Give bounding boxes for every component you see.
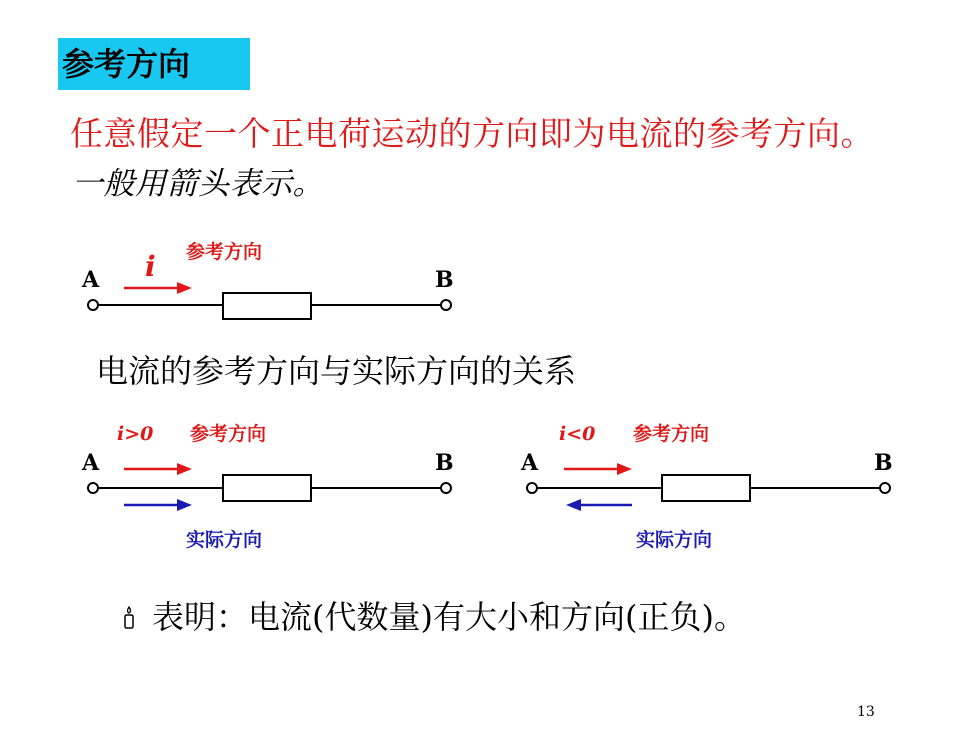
reference-direction-label: 参考方向 [633,423,710,445]
definition-text: 任意假定一个正电荷运动的方向即为电流的参考方向。 [70,114,874,153]
current-symbol: i [145,250,156,283]
terminal-b [880,483,890,493]
resistor [662,475,750,501]
actual-arrow-head [566,499,581,511]
actual-direction-label: 实际方向 [186,529,263,551]
actual-direction-label: 实际方向 [636,529,713,551]
candle-icon [122,606,136,630]
reference-direction-label: 参考方向 [186,241,263,263]
terminal-a [527,483,537,493]
node-b-label: B [874,450,893,476]
node-b-label: B [435,450,454,476]
condition-label: i>0 [117,423,154,445]
reference-direction-label: 参考方向 [190,423,267,445]
node-a-label: A [82,450,100,476]
slide-title: 参考方向 [58,38,250,90]
conclusion-line [122,592,746,638]
condition-label: i<0 [559,423,596,445]
page-number: 13 [857,704,875,720]
node-a-label: A [82,267,100,293]
conclusion-text: 表明：电流(代数量)有大小和方向(正负)。 [152,598,746,636]
relation-heading: 电流的参考方向与实际方向的关系 [96,352,577,390]
node-a-label: A [521,450,539,476]
subline-text: 一般用箭头表示。 [72,166,324,202]
node-b-label: B [435,267,454,293]
reference-arrow-head [617,463,632,475]
